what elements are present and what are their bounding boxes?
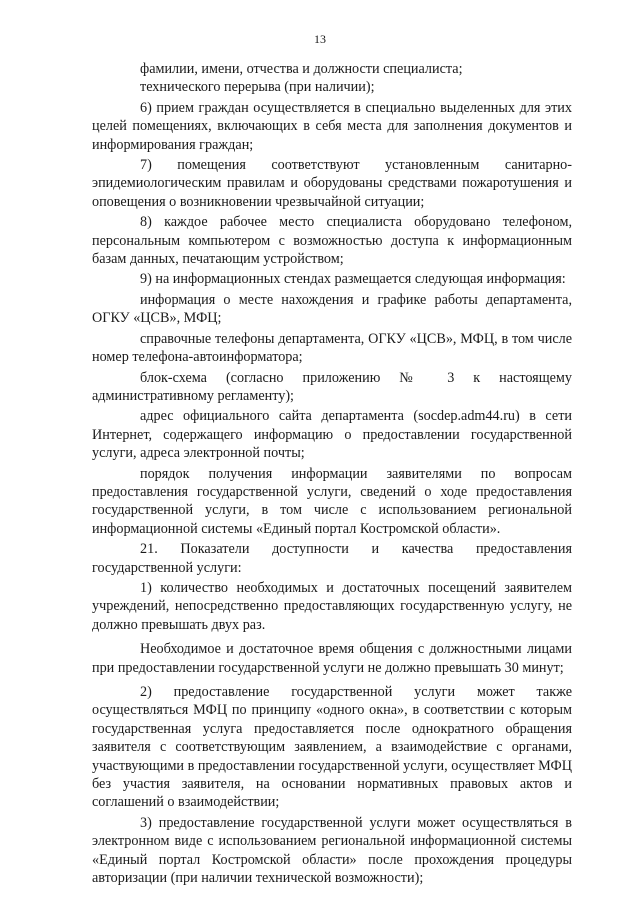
paragraph-phones: справочные телефоны департамента, ОГКУ «ЦСВ», МФЦ, в том числе номер телефона-автоинформатора; [92,330,572,366]
page-number: 13 [314,32,326,46]
paragraph-21-item-2: 2) предоставление государственной услуги может также осуществляться МФЦ по принципу «одного окна», в соответствии с которым государственная услуга предоставляется после однократного обращения заявителя с соответствующим заявлением, а взаимодействие с органами, участвующими в предоставлении государственной услуги, осуществляет МФЦ без участия заявителя, на основании нормативных правовых актов и соглашений о взаимодействии; [92,684,572,811]
paragraph-item-9: 9) на информационных стендах размещается следующая информация: [140,271,566,288]
paragraph-item-8: 8) каждое рабочее место специалиста оборудовано телефоном, персональным компьютером с возможностью доступа к информационным базам данных, печатающим устройством; [92,214,572,268]
paragraph-section-21: 21. Показатели доступности и качества предоставления государственной услуги: [92,541,572,576]
paragraph-21-item-3: 3) предоставление государственной услуги может осуществляться в электронном виде с использованием региональной информационной системы «Единый портал Костромской области» после прохождения процедуры авторизации (при наличии технической возможности); [92,814,572,887]
paragraph-21-item-1: 1) количество необходимых и достаточных посещений заявителем учреждений, непосредственно предоставляющих государственную услугу, не должно превышать двух раз. [92,579,572,633]
paragraph-website: адрес официального сайта департамента (socdep.adm44.ru) в сети Интернет, содержащего информацию о предоставлении государственной услуги, адреса электронной почты; [92,408,572,462]
paragraph-time-limit: Необходимое и достаточное время общения с должностными лицами при предоставлении государственной услуги не должно превышать 30 минут; [92,641,572,676]
document-body [92,60,572,887]
paragraph-fio: фамилии, имени, отчества и должности специалиста; [140,61,463,77]
paragraph-item-7: 7) помещения соответствуют установленным санитарно-эпидемиологическим правилам и оборудованы средствами пожаротушения и оповещения о возникновении чрезвычайной ситуации; [92,157,572,210]
paragraph-location-info: информация о месте нахождения и графике работы департамента, ОГКУ «ЦСВ», МФЦ; [92,291,572,327]
paragraph-info-procedure: порядок получения информации заявителями по вопросам предоставления государственной услуги, сведений о ходе предоставления государственной услуги, в том числе с использованием региональной информационной системы «Единый портал Костромской области». [92,465,572,537]
paragraph-flowchart: блок-схема (согласно приложению № 3 к настоящему административному регламенту); [92,369,572,404]
paragraph-break: технического перерыва (при наличии); [140,79,375,96]
paragraph-item-6: 6) прием граждан осуществляется в специально выделенных для этих целей помещениях, включающих в себя места для заполнения документов и информирования граждан; [92,99,572,153]
